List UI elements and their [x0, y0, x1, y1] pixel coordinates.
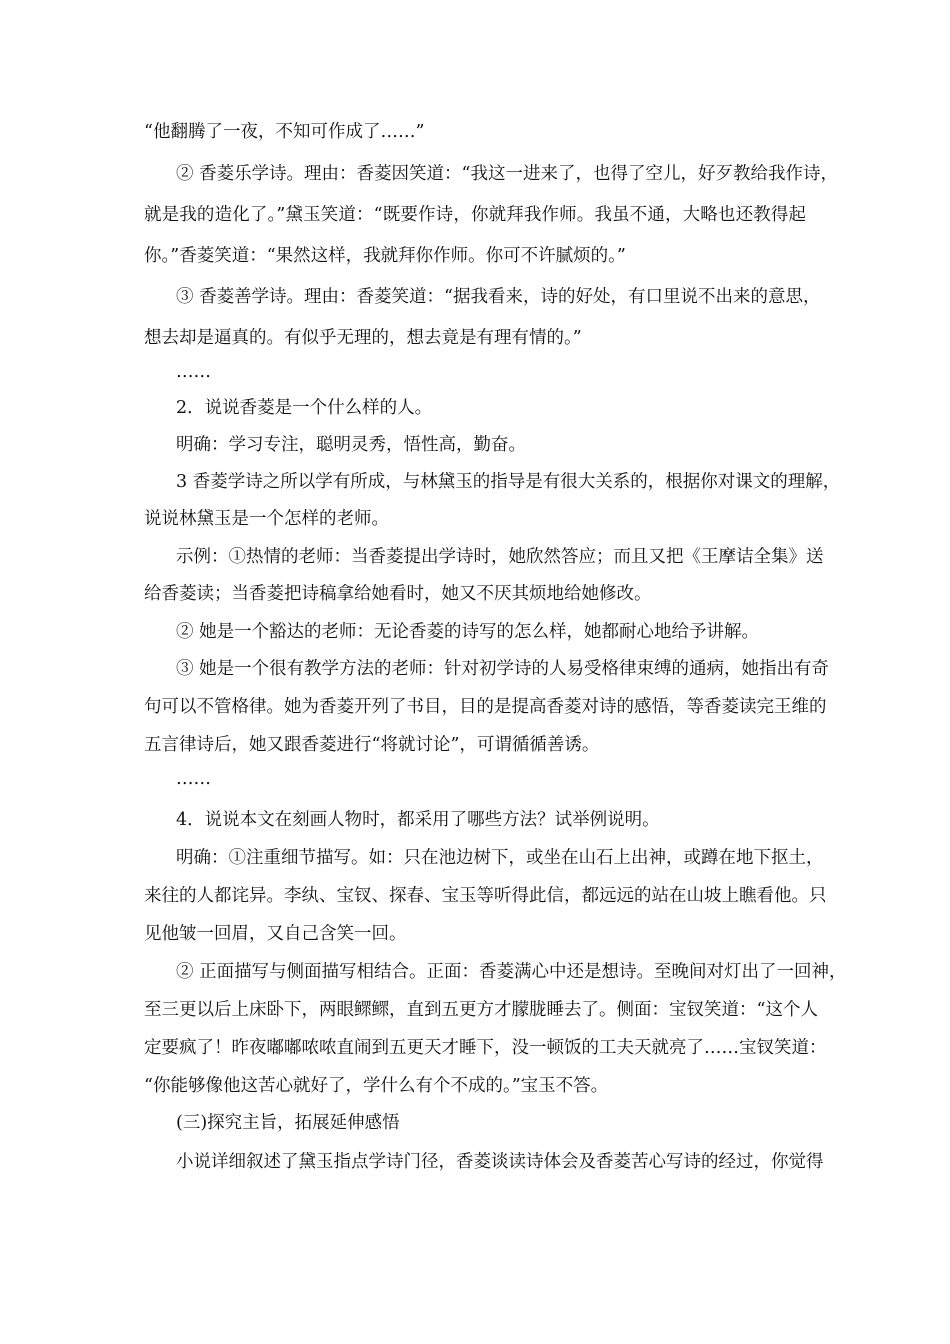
text-line: 见他皱一回眉，又自己含笑一回。 [144, 924, 407, 944]
text-line: 想去却是逼真的。有似乎无理的，想去竟是有理有情的。” [144, 328, 582, 348]
text-line: 小说详细叙述了黛玉指点学诗门径，香菱谈读诗体会及香菱苦心写诗的经过，你觉得 [176, 1152, 824, 1172]
text-line: 五言律诗后，她又跟香菱进行“将就讨论”，可谓循循善诱。 [144, 735, 600, 755]
text-line: 明确：学习专注，聪明灵秀，悟性高，勤奋。 [176, 435, 526, 455]
question-heading: 4．说说本文在刻画人物时，都采用了哪些方法？试举例说明。 [176, 810, 660, 830]
text-line: ② 她是一个豁达的老师：无论香菱的诗写的怎么样，她都耐心地给予讲解。 [176, 622, 760, 642]
text-line: 给香菱读；当香菱把诗稿拿给她看时，她又不厌其烦地给她修改。 [144, 584, 652, 604]
ellipsis-line: …… [176, 362, 211, 382]
section-heading: (三)探究主旨，拓展延伸感悟 [176, 1113, 400, 1133]
text-line: 就是我的造化了。”黛玉笑道：“既要作诗，你就拜我作师。我虽不通，大略也还教得起 [144, 205, 806, 225]
text-line: 至三更以后上床卧下，两眼鳏鳏，直到五更方才朦胧睡去了。侧面：宝钗笑道：“这个人 [144, 1000, 818, 1020]
text-line: 来往的人都诧异。李纨、宝钗、探春、宝玉等听得此信，都远远的站在山坡上瞧看他。只 [144, 886, 827, 906]
text-line: 你。”香菱笑道：“果然这样，我就拜你作师。你可不许腻烦的。” [144, 246, 626, 266]
text-line: ② 正面描写与侧面描写相结合。正面：香菱满心中还是想诗。至晚间对灯出了一回神， [176, 962, 847, 982]
text-line: 说说林黛玉是一个怎样的老师。 [144, 509, 389, 529]
text-line: ② 香菱乐学诗。理由：香菱因笑道：“我这一进来了，也得了空儿，好歹教给我作诗， [176, 164, 839, 184]
text-line: 定要疯了！昨夜嘟嘟哝哝直闹到五更天才睡下，没一顿饭的工夫天就亮了……宝钗笑道： [144, 1038, 827, 1058]
text-line: 明确：①注重细节描写。如：只在池边树下，或坐在山石上出神，或蹲在地下抠土， [176, 848, 824, 868]
ellipsis-line: …… [176, 769, 211, 789]
text-line: ③ 香菱善学诗。理由：香菱笑道：“据我看来，诗的好处，有口里说不出来的意思， [176, 287, 821, 307]
question-heading: 2．说说香菱是一个什么样的人。 [176, 398, 433, 418]
text-line: “他翻腾了一夜，不知可作成了……” [144, 122, 425, 142]
text-line: 句可以不管格律。她为香菱开列了书目，目的是提高香菱对诗的感悟，等香菱读完王维的 [144, 697, 827, 717]
question-heading: 3 香菱学诗之所以学有所成，与林黛玉的指导是有很大关系的，根据你对课文的理解， [176, 472, 841, 492]
text-line: 示例：①热情的老师：当香菱提出学诗时，她欣然答应；而且又把《王摩诘全集》送 [176, 547, 824, 567]
text-line: “你能够像他这苦心就好了，学什么有个不成的。”宝玉不答。 [144, 1076, 609, 1096]
text-line: ③ 她是一个很有教学方法的老师：针对初学诗的人易受格律束缚的通病，她指出有奇 [176, 659, 830, 679]
